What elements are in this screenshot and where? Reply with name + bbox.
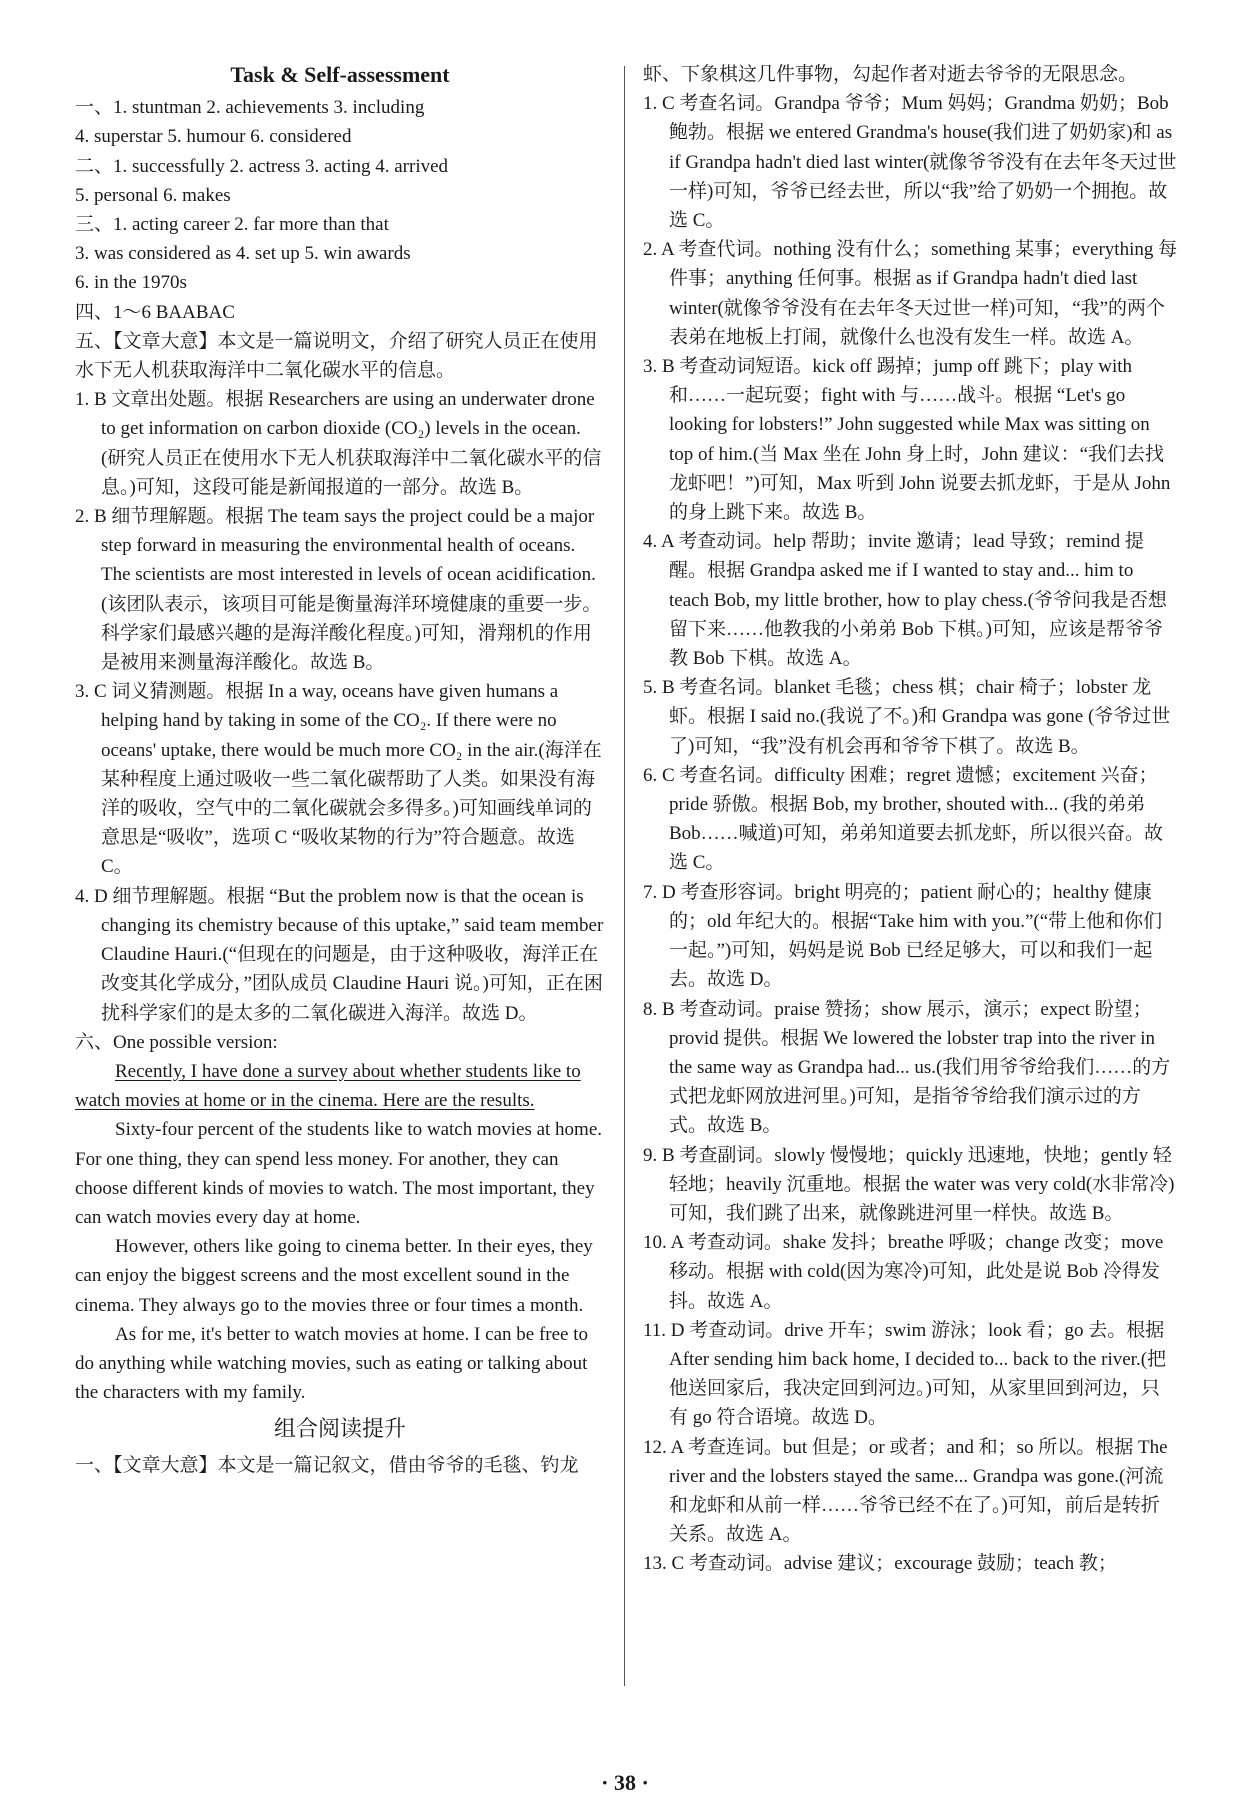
exercise-5-q2: 2. B 细节理解题。根据 The team says the project could be a major step forward in measuring the environmental health of oceans. The scientists are most interested in levels of ocean acidification.(该团队表示，该项目可能是衡量海洋环境健康的重要一步。科学家们最感兴趣的是海洋酸化程度。)可知，滑翔机的作用是被用来测量海洋酸化。故选 B。	[75, 506, 602, 674]
cloze-q8: 8. B 考查动词。praise 赞扬；show 展示，演示；expect 盼望；provid 提供。根据 We lowered the lobster trap into the river in the same way as Grandpa had... us.(我们用爷爷给我们……的方式把龙虾网放进河里。)可知，是指爷爷给我们演示过的方式。故选 B。	[643, 998, 1171, 1137]
page-number: · 38 ·	[601, 1770, 649, 1795]
left-column	[75, 60, 605, 1480]
cloze-q5: 5. B 考查名词。blanket 毛毯；chess 棋；chair 椅子；lobster 龙虾。根据 I said no.(我说了不。)和 Grandpa was gone (爷爷过世了)可知，“我”没有机会再和爷爷下棋了。故选 B。	[643, 677, 1171, 757]
essay-paragraph-4: As for me, it's better to watch movies at home. I can be free to do anything while watching movies, such as eating or talking about the characters with my family.	[75, 1323, 588, 1404]
exercise-4-answers: 四、1～6 BAABAC	[75, 301, 235, 323]
essay-paragraph-3: However, others like going to cinema better. In their eyes, they can enjoy the biggest screens and the most excellent sound in the cinema. They always go to the movies three or four times a month.	[75, 1236, 593, 1316]
cloze-q12: 12. A 考查连词。but 但是；or 或者；and 和；so 所以。根据 The river and the lobsters stayed the same... Grandpa was gone.(河流和龙虾和从前一样……爷爷已经不在了。)可知，前后是转折关系。故选 A。	[643, 1436, 1168, 1546]
section-title: Task & Self-assessment	[230, 62, 450, 87]
cloze-q7: 7. D 考查形容词。bright 明亮的；patient 耐心的；healthy 健康的；old 年纪大的。根据“Take him with you.”(“带上他和你们一起。”)可知，妈妈是说 Bob 已经足够大，可以和我们一起去。故选 D。	[643, 881, 1163, 991]
exercise-6-label: 六、One possible version:	[75, 1031, 278, 1053]
essay-paragraph-1: Recently, I have done a survey about whether students like to watch movies at home or in the cinema. Here are the results.	[75, 1060, 581, 1112]
section-2-intro: 一、【文章大意】本文是一篇记叙文，借由爷爷的毛毯、钓龙	[75, 1454, 579, 1476]
exercise-2-line-1: 二、1. successfully 2. actress 3. acting 4. arrived	[75, 155, 449, 177]
exercise-3-line-3: 6. in the 1970s	[75, 272, 187, 294]
exercise-3-line-1: 三、1. acting career 2. far more than that	[75, 214, 389, 236]
cloze-q4: 4. A 考查动词。help 帮助；invite 邀请；lead 导致；remind 提醒。根据 Grandpa asked me if I wanted to stay and... him to teach Bob, my little brother, how to play chess.(爷爷问我是否想留下来……他教我的小弟弟 Bob 下棋。)可知，应该是帮爷爷教 Bob 下棋。故选 A。	[643, 531, 1167, 670]
right-column	[643, 60, 1178, 1579]
cloze-q11: 11. D 考查动词。drive 开车；swim 游泳；look 看；go 去。根据 After sending him back home, I decided to... back to the river.(把他送回家后，我决定回到河边。)可知，从家里回到河边，只有 go 符合语境。故选 D。	[643, 1319, 1167, 1429]
exercise-5-q4: 4. D 细节理解题。根据 “But the problem now is that the ocean is changing its chemistry because of this uptake,” said team member Claudine Hauri.(“但现在的问题是，由于这种吸收，海洋正在改变其化学成分，”团队成员 Claudine Hauri 说。)可知，正在困扰科学家们的是太多的二氧化碳进入海洋。故选 D。	[75, 885, 604, 1024]
exercise-1-line-2: 4. superstar 5. humour 6. considered	[75, 126, 352, 148]
exercise-5-intro: 五、【文章大意】本文是一篇说明文，介绍了研究人员正在使用水下无人机获取海洋中二氧化碳水平的信息。	[75, 330, 598, 382]
cloze-q1: 1. C 考查名词。Grandpa 爷爷；Mum 妈妈；Grandma 奶奶；Bob 鲍勃。根据 we entered Grandma's house(我们进了奶奶家)和 as if Grandpa hadn't died last winter(就像爷爷没有在去年冬天过世一样)可知，爷爷已经去世，所以“我”给了奶奶一个拥抱。故选 C。	[643, 93, 1177, 232]
cloze-q6: 6. C 考查名词。difficulty 困难；regret 遗憾；excitement 兴奋；pride 骄傲。根据 Bob, my brother, shouted with... (我的弟弟 Bob……喊道)可知，弟弟知道要去抓龙虾，所以很兴奋。故选 C。	[643, 764, 1164, 874]
exercise-3-line-2: 3. was considered as 4. set up 5. win awards	[75, 243, 411, 265]
cloze-q13: 13. C 考查动词。advise 建议；excourage 鼓励；teach 教；	[643, 1553, 1117, 1575]
essay-paragraph-2: Sixty-four percent of the students like to watch movies at home. For one thing, they can spend less money. For another, they can choose different kinds of movies to watch. The most important, they can watch movies every day at home.	[75, 1119, 603, 1228]
cloze-q2: 2. A 考查代词。nothing 没有什么；something 某事；everything 每件事；anything 任何事。根据 as if Grandpa hadn't died last winter(就像爷爷没有在去年冬天过世一样)可知，“我”的两个表弟在地板上打闹，就像什么也没有发生一样。故选 A。	[643, 239, 1178, 348]
cloze-q9: 9. B 考查副词。slowly 慢慢地；quickly 迅速地，快地；gently 轻轻地；heavily 沉重地。根据 the water was very cold(水非常冷)可知，我们跳了出来，就像跳进河里一样快。故选 B。	[643, 1144, 1175, 1224]
exercise-1-line-1: 一、1. stuntman 2. achievements 3. including	[75, 97, 425, 119]
cloze-q3: 3. B 考查动词短语。kick off 踢掉；jump off 跳下；play with 和……一起玩耍；fight with 与……战斗。根据 “Let's go looking for lobsters!” John suggested while Max was sitting on top of him.(当 Max 坐在 John 身上时，John 建议：“我们去找龙虾吧！”)可知，Max 听到 John 说要去抓龙虾，于是从 John 的身上跳下来。故选 B。	[643, 356, 1171, 524]
column-divider	[624, 66, 625, 1686]
section-2-title: 组合阅读提升	[273, 1417, 406, 1443]
exercise-5-q3: 3. C 词义猜测题。根据 In a way, oceans have given humans a helping hand by taking in some of the CO₂. If there were no oceans' uptake, there would be much more CO₂ in the air.(海洋在某种程度上通过吸收一些二氧化碳帮助了人类。如果没有海洋的吸收，空气中的二氧化碳就会多得多。)可知画线单词的意思是“吸收”，选项 C “吸收某物的行为”符合题意。故选 C。	[75, 681, 602, 878]
exercise-2-line-2: 5. personal 6. makes	[75, 184, 231, 206]
section-2-intro-continued: 虾、下象棋这几件事物，勾起作者对逝去爷爷的无限思念。	[643, 64, 1138, 85]
cloze-q10: 10. A 考查动词。shake 发抖；breathe 呼吸；change 改变；move 移动。根据 with cold(因为寒冷)可知，此处是说 Bob 冷得发抖。故选 A。	[643, 1232, 1164, 1312]
exercise-5-q1: 1. B 文章出处题。根据 Researchers are using an underwater drone to get information on carbon dioxide (CO₂) levels in the ocean.(研究人员正在使用水下无人机获取海洋中二氧化碳水平的信息。)可知，这段可能是新闻报道的一部分。故选 B。	[75, 389, 602, 498]
